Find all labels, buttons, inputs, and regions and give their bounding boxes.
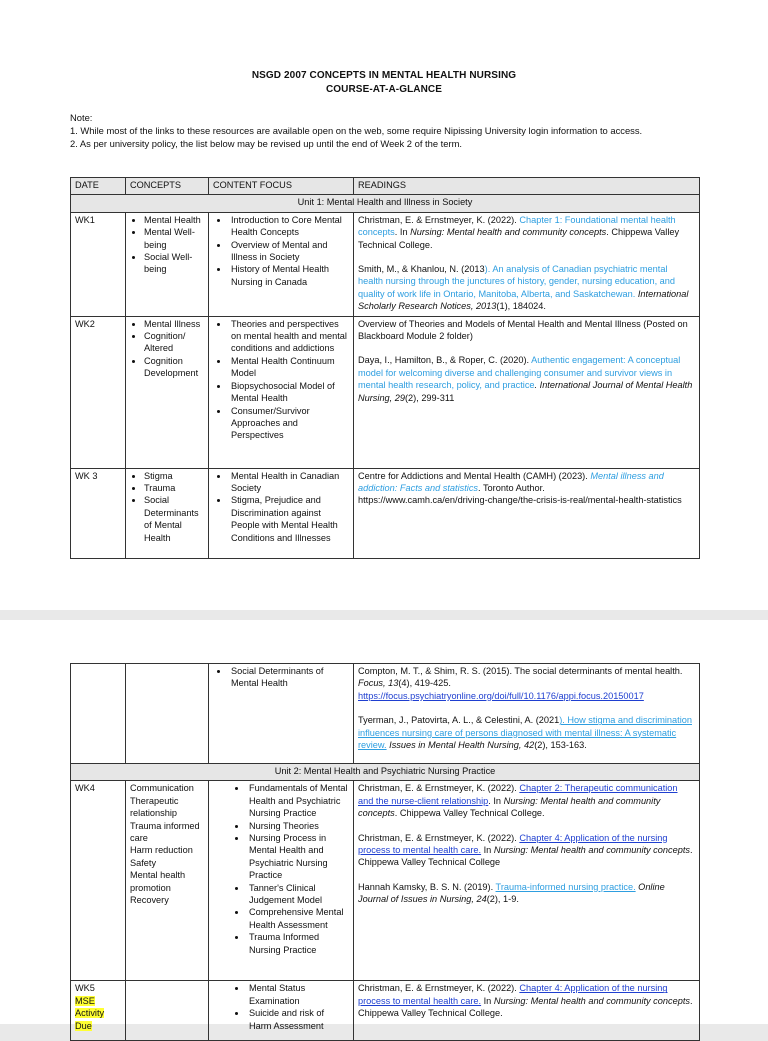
note-item-2: 2. As per university policy, the list below may be revised up until the end of Week 2 of the term. <box>70 138 463 149</box>
concept-text: Recovery <box>130 895 169 906</box>
reading-entry <box>358 354 695 404</box>
readings-cell <box>354 468 700 558</box>
reading-text: Christman, E. & Ernstmeyer, K. (2022). <box>358 983 520 994</box>
reading-link[interactable]: ). An analysis of Canadian psychiatric mental health nursing through the junctures of history, gender, nursing education, and quality of work life in Ontario, Manitoba, Alberta, and Saskatchewan. <box>358 264 676 299</box>
list-item: • Cognition/ Altered <box>144 330 204 355</box>
reading-source: Nursing: Mental health and community concepts <box>358 795 661 819</box>
reading-entry <box>358 982 695 1019</box>
list-item: • Comprehensive Mental Health Assessment <box>247 906 349 931</box>
focus-cell <box>209 981 354 1041</box>
focus-cell <box>209 781 354 981</box>
reading-text: Smith, M., & Khanlou, N. (2013 <box>358 264 485 275</box>
reading-entry <box>358 714 695 751</box>
list-item: • Mental Health Continuum Model <box>229 355 349 380</box>
week-label: WK2 <box>71 316 126 468</box>
concept-text: Therapeutic relationship <box>130 795 179 819</box>
list-item: • Nursing Process in Mental Health and Psychiatric Nursing Practice <box>247 832 349 882</box>
reading-entry <box>358 881 695 906</box>
reading-text: Christman, E. & Ernstmeyer, K. (2022). <box>358 832 520 843</box>
reading-source: International Scholarly Research Notices, 2013 <box>358 288 689 312</box>
reading-source: . International Journal of Mental Health Nursing, 29 <box>358 380 693 403</box>
list-item: • Mental Health <box>144 214 204 226</box>
list-item: • Nursing Theories <box>247 820 349 832</box>
reading-text: . In <box>488 795 504 806</box>
table-row <box>71 316 700 468</box>
week-label: WK 3 <box>71 468 126 558</box>
reading-text: (2), 153-163. <box>534 740 587 751</box>
concept-text: Communication <box>130 783 194 794</box>
focus-cell <box>209 468 354 558</box>
table-row <box>71 664 700 764</box>
doc-title: NSGD 2007 CONCEPTS IN MENTAL HEALTH NURSING <box>251 70 517 81</box>
reading-text: Christman, E. & Ernstmeyer, K. (2022). <box>358 783 520 794</box>
note-label: Note: <box>70 112 93 123</box>
concepts-cell <box>126 781 209 981</box>
list-item: • History of Mental Health Nursing in Canada <box>229 263 349 288</box>
list-item: • Mental Health in Canadian Society <box>229 470 349 495</box>
header-concepts: CONCEPTS <box>126 178 209 195</box>
reading-entry <box>358 832 695 869</box>
reading-text: Compton, M. T., & Shim, R. S. (2015). The social determinants of mental health. <box>358 666 683 676</box>
note-block <box>70 111 710 150</box>
week-label: WK4 <box>71 781 126 981</box>
reading-text: . Chippewa Valley Technical College. <box>358 995 693 1019</box>
concepts-cell <box>126 316 209 468</box>
reading-source: Nursing: Mental health and community concepts <box>410 227 607 238</box>
reading-link[interactable]: Mental illness and addiction: Facts and statistics <box>358 470 664 494</box>
reading-source: Nursing: Mental health and community concepts <box>493 845 690 856</box>
unit-row <box>71 764 700 781</box>
reading-text: . Chippewa Valley Technical College <box>358 845 693 868</box>
list-item: • Social Well-being <box>144 251 204 276</box>
list-item: • Mental Illness <box>144 318 204 330</box>
reading-text: (2), 1-9. <box>486 894 519 905</box>
table-row <box>71 981 700 1041</box>
table-row <box>71 781 700 981</box>
page-gap <box>0 610 768 620</box>
focus-cell <box>209 316 354 468</box>
list-item: • Consumer/Survivor Approaches and Perspectives <box>229 405 349 442</box>
reading-entry <box>358 470 695 507</box>
note-item-1: 1. While most of the links to these resources are available open on the web, some require Nipissing University login information to access. <box>70 125 643 136</box>
table-row <box>71 212 700 316</box>
list-item: • Trauma Informed Nursing Practice <box>247 931 349 956</box>
week-cell <box>71 981 126 1041</box>
concept-text: Harm reduction <box>130 845 193 856</box>
reading-source: Online Journal of Issues in Nursing, 24 <box>358 881 665 905</box>
table-row <box>71 468 700 558</box>
document-page-2 <box>0 620 768 1031</box>
reading-link[interactable]: https://focus.psychiatryonline.org/doi/full/10.1176/appi.focus.20150017 <box>358 690 644 701</box>
focus-cell <box>209 212 354 316</box>
reading-text: Tyerman, J., Patovirta, A. L., & Celestini, A. (2021 <box>358 715 560 726</box>
reading-link[interactable]: Chapter 4: Application of the nursing process to mental health care. <box>358 832 668 856</box>
table-header-row <box>71 178 700 195</box>
readings-cell <box>354 212 700 316</box>
reading-text: In <box>481 845 494 856</box>
list-item: • Social Determinants of Mental Health <box>144 494 204 544</box>
reading-url[interactable]: https://www.camh.ca/en/driving-change/the-crisis-is-real/mental-health-statistics <box>358 495 682 506</box>
reading-text: (1), 184024. <box>496 301 546 312</box>
reading-entry <box>358 665 695 702</box>
reading-text: Hannah Kamsky, B. S. N. (2019). <box>358 881 496 892</box>
reading-entry <box>358 263 695 313</box>
readings-cell <box>354 981 700 1041</box>
focus-cell <box>209 664 354 764</box>
reading-link[interactable]: Authentic engagement: A conceptual model for welcoming diverse and challenging consumer and survivor views in mental health research, policy, and practice <box>358 355 681 391</box>
reading-text: . Chippewa Valley Technical College. <box>358 227 680 250</box>
reading-text: Daya, I., Hamilton, B., & Roper, C. (2020). <box>358 355 532 366</box>
reading-text: (2), 299-311 <box>404 392 455 403</box>
doc-subtitle: COURSE-AT-A-GLANCE <box>325 84 443 95</box>
due-highlight: MSE <box>75 995 95 1006</box>
list-item: • Biopsychosocial Model of Mental Health <box>229 380 349 405</box>
reading-text: Centre for Addictions and Mental Health (CAMH) (2023). <box>358 470 591 481</box>
course-table-continued <box>70 663 700 1041</box>
reading-link[interactable]: Chapter 2: Therapeutic communication and the nurse-client relationship <box>358 783 678 806</box>
list-item: • Mental Well-being <box>144 226 204 251</box>
reading-text: . Chippewa Valley Technical College. <box>394 808 545 819</box>
header-readings: READINGS <box>354 178 700 195</box>
list-item: • Overview of Mental and Illness in Society <box>229 239 349 264</box>
list-item: • Stigma <box>144 470 204 482</box>
concept-text: Safety <box>130 857 157 868</box>
week-label: WK1 <box>71 212 126 316</box>
reading-text: In <box>481 995 494 1006</box>
list-item: • Theories and perspectives on mental health and mental conditions and addictions <box>229 318 349 355</box>
unit-1-title: Unit 1: Mental Health and Illness in Society <box>71 195 700 212</box>
readings-cell <box>354 664 700 764</box>
course-table <box>70 177 700 559</box>
concepts-cell <box>126 212 209 316</box>
concept-text: Mental health promotion <box>130 870 186 893</box>
reading-source: Issues in Mental Health Nursing, 42 <box>386 740 535 751</box>
readings-cell <box>354 781 700 981</box>
reading-entry <box>358 782 695 819</box>
reading-link[interactable]: Chapter 1: Foundational mental health concepts <box>358 214 676 238</box>
reading-link[interactable]: ). How stigma and discrimination influences nursing care of persons diagnosed with mental illness: A systematic review. <box>358 715 692 751</box>
list-item: • Fundamentals of Mental Health and Psychiatric Nursing Practice <box>247 782 349 819</box>
reading-text: Christman, E. & Ernstmeyer, K. (2022). <box>358 214 520 225</box>
list-item: • Mental Status Examination <box>247 982 349 1007</box>
list-item: • Stigma, Prejudice and Discrimination against People with Mental Health Conditions and Illnesses <box>229 494 349 544</box>
list-item: • Introduction to Core Mental Health Concepts <box>229 214 349 239</box>
list-item: • Suicide and risk of Harm Assessment <box>247 1007 349 1032</box>
reading-text: (4), 419-425. <box>398 678 451 689</box>
due-highlight: Due <box>75 1020 92 1031</box>
unit-row <box>71 195 700 212</box>
list-item: • Trauma <box>144 482 204 494</box>
concept-text: Trauma informed care <box>130 820 200 844</box>
reading-entry: Overview of Theories and Models of Mental Health and Mental Illness (Posted on Blackboard Module 2 folder) <box>358 318 688 342</box>
list-item: • Cognition Development <box>144 355 204 380</box>
list-item: • Tanner's Clinical Judgement Model <box>247 882 349 907</box>
reading-text: . In <box>394 227 411 238</box>
reading-source: Focus, 13 <box>358 678 399 689</box>
unit-2-title: Unit 2: Mental Health and Psychiatric Nursing Practice <box>71 764 700 781</box>
header-date: DATE <box>71 178 126 195</box>
concepts-cell <box>126 468 209 558</box>
list-item: • Social Determinants of Mental Health <box>229 665 349 690</box>
reading-text: . Toronto Author. <box>478 483 545 494</box>
readings-cell <box>354 316 700 468</box>
reading-link[interactable]: Trauma-informed nursing practice. <box>495 881 636 892</box>
reading-link[interactable]: Chapter 4: Application of the nursing process to mental health care. <box>358 983 668 1006</box>
reading-source: Nursing: Mental health and community concepts <box>493 995 690 1006</box>
due-highlight: Activity <box>75 1008 105 1019</box>
reading-entry <box>358 214 695 251</box>
week-label: WK5 <box>75 983 95 994</box>
header-content-focus: CONTENT FOCUS <box>209 178 354 195</box>
